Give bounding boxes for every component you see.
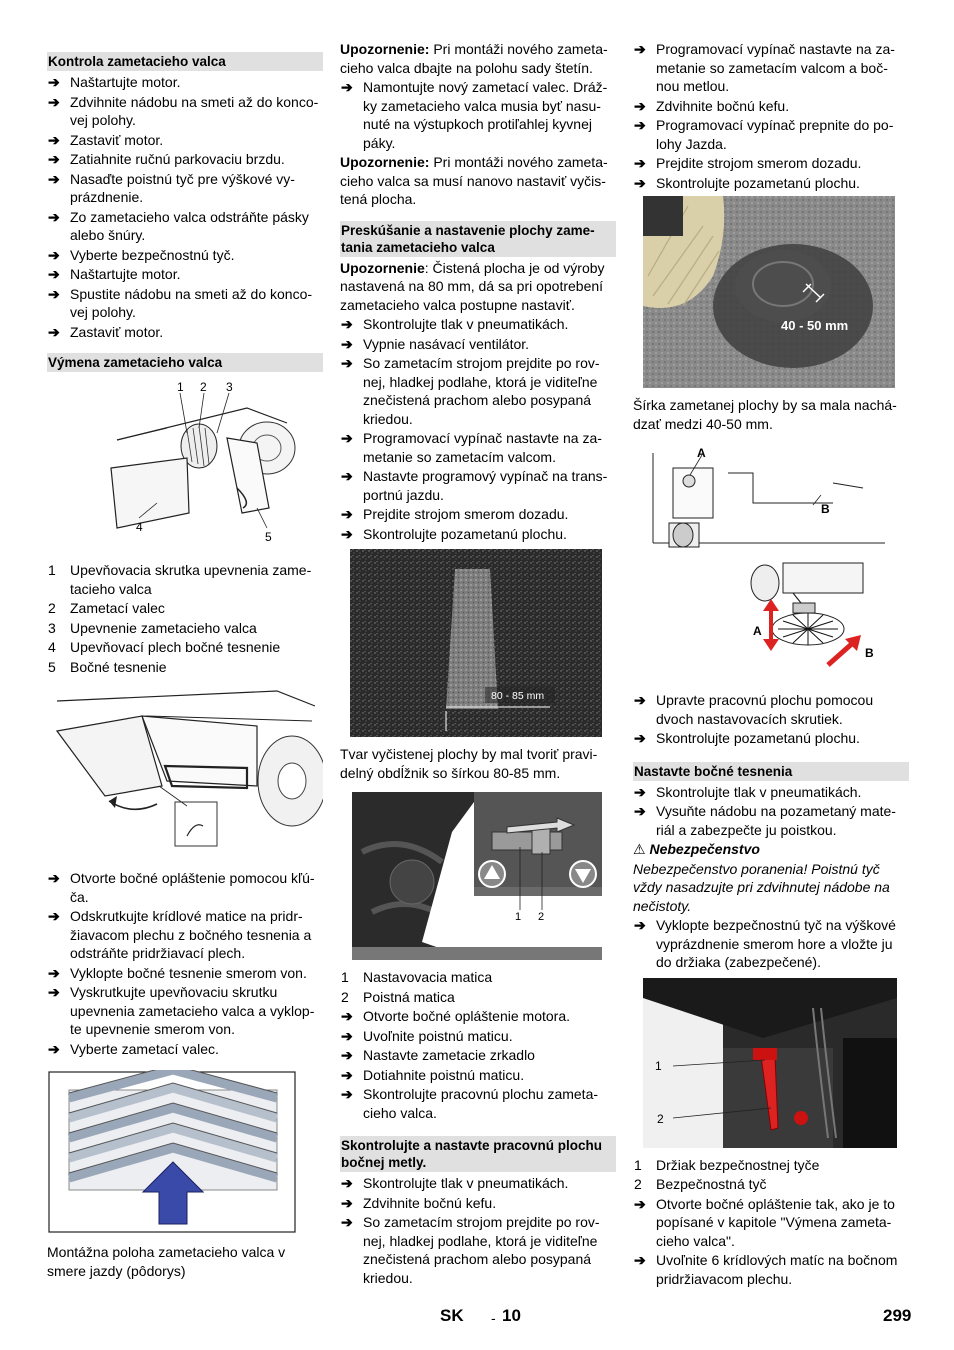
figure-side-seal-open <box>47 686 323 861</box>
arrow-right-icon: ➔ <box>48 1040 60 1057</box>
arrow-right-icon: ➔ <box>341 316 353 332</box>
step-item: ➔ Skontrolujte tlak v pneumatikách. <box>341 1175 569 1191</box>
arrow-right-icon: ➔ <box>48 323 60 340</box>
step-item: ➔ Zastaviť motor. <box>48 323 164 340</box>
step-item: ➔ Naštartujte motor. <box>48 74 181 90</box>
arrow-right-icon: ➔ <box>48 93 60 110</box>
arrow-right-icon: ➔ <box>341 1066 353 1083</box>
step-item: ➔ Skontrolujte tlak v pneumatikách. <box>634 783 862 800</box>
steps-tesnenia <box>633 783 909 840</box>
step-item: ➔ Namontujte nový zametací valec. Dráž-ky zametacieho valca musia byť nasu-nuté na výstupkoch protiľahlej kyvnej páky. <box>341 79 608 151</box>
figure-caption: Montážna poloha zametacieho valca v smere jazdy (pôdorys) <box>47 1244 286 1279</box>
note-3: Upozornenie: Čistená plocha je od výroby nastavená na 80 mm, dá sa pri opotrebení zametacieho valca postupne nastaviť. <box>340 259 605 313</box>
arrow-right-icon: ➔ <box>634 174 646 191</box>
step-item: ➔ Vypnie nasávací ventilátor. <box>341 335 530 352</box>
photo-sweep-pattern <box>350 549 616 737</box>
heading-plocha: Preskúšanie a nastavenie plochy zame-tania zametacieho valca <box>340 221 616 257</box>
note-2: Upozornenie: Pri montáži nového zameta-cieho valca sa musí nanovo nastaviť vyčis-tená plocha. <box>340 154 608 207</box>
step-item: ➔ Otvorte bočné opláštenie pomocou kľú-ča. <box>48 870 315 905</box>
arrow-right-icon: ➔ <box>341 1027 353 1044</box>
arrow-right-icon: ➔ <box>48 984 60 1000</box>
step-item: ➔ Skontrolujte pozametanú plochu. <box>634 174 860 191</box>
footer-page-total: 299 <box>883 1306 912 1325</box>
arrow-right-icon: ➔ <box>48 285 60 302</box>
arrow-right-icon: ➔ <box>341 468 353 484</box>
step-item: ➔ Zdvihnite nádobu na smeti až do konco-vej polohy. <box>48 93 319 128</box>
arrow-right-icon: ➔ <box>634 117 646 133</box>
step-item: ➔ Prejdite strojom smerom dozadu. <box>634 155 862 171</box>
legend-item: 2 Poistná matica <box>341 988 455 1005</box>
step-item: ➔ Vyberte zametací valec. <box>48 1040 219 1057</box>
arrow-right-icon: ➔ <box>341 506 353 522</box>
heading-kontrola: Kontrola zametacieho valca <box>47 52 323 71</box>
step-item: ➔ Vyklopte bočné tesnenie smerom von. <box>48 964 307 981</box>
fig-label-A-top: A <box>697 446 706 460</box>
legend-item: 4 Upevňovací plech bočné tesnenie <box>48 639 281 655</box>
step-item: ➔ Vysuňte nádobu na pozametaný mate-riál a zabezpečte ju poistkou. <box>634 803 896 838</box>
legend-item: 2 Zametací valec <box>48 600 165 616</box>
step-item: ➔ Zatiahnite ručnú parkovaciu brzdu. <box>48 151 285 167</box>
arrow-right-icon: ➔ <box>634 1252 646 1268</box>
heading-vymena: Výmena zametacieho valca <box>47 353 323 372</box>
arrow-right-icon: ➔ <box>48 908 60 924</box>
legend-item: 1 Držiak bezpečnostnej tyče <box>634 1156 820 1173</box>
step-item: ➔ Skontrolujte pracovnú plochu zameta-cieho valca. <box>341 1086 599 1121</box>
note-1: Upozornenie: Pri montáži nového zameta-cieho valca dbajte na polohu sady štetín. <box>340 41 608 76</box>
step-item: ➔ Spustite nádobu na smeti až do konco-vej polohy. <box>48 285 313 320</box>
arrow-right-icon: ➔ <box>48 131 60 148</box>
footer-lang: SK <box>440 1306 464 1325</box>
step-item: ➔ Otvorte bočné opláštenie motora. <box>341 1008 571 1024</box>
arrow-right-icon: ➔ <box>48 246 60 263</box>
photo2-label-1: 1 <box>515 911 522 923</box>
photo-adjust-nut <box>352 792 616 960</box>
photo4-label-2: 2 <box>657 1111 664 1126</box>
arrow-right-icon: ➔ <box>341 1008 353 1024</box>
photo-side-brush-pattern <box>643 196 909 388</box>
step-item: ➔ Nastavte zametacie zrkadlo <box>341 1047 535 1063</box>
steps-install <box>340 78 616 152</box>
arrow-right-icon: ➔ <box>48 74 60 90</box>
arrow-right-icon: ➔ <box>341 79 353 95</box>
column-3 <box>633 40 909 1289</box>
footer-page-local: 10 <box>502 1306 521 1325</box>
steps-zrkadlo <box>340 1007 616 1122</box>
arrow-right-icon: ➔ <box>341 430 353 446</box>
legend-fig1 <box>47 561 323 676</box>
legend-item: 3 Upevnenie zametacieho valca <box>48 619 257 636</box>
heading-bocne-tesnenia: Nastavte bočné tesnenia <box>633 762 909 781</box>
arrow-right-icon: ➔ <box>341 1086 353 1102</box>
arrow-right-icon: ➔ <box>634 803 646 819</box>
legend-item: 1 Nastavovacia matica <box>341 969 493 985</box>
photo1-width-label: 80 - 85 mm <box>491 690 545 702</box>
fig-label-B-top: B <box>821 502 830 516</box>
warning-triangle-icon: ⚠ <box>633 841 646 857</box>
arrow-right-icon: ➔ <box>634 730 646 746</box>
figure-brush-roller-exploded <box>47 378 323 553</box>
step-item: ➔ Dotiahnite poistnú maticu. <box>341 1066 525 1083</box>
fig-label-B-bottom: B <box>865 646 874 660</box>
arrow-right-icon: ➔ <box>341 525 353 542</box>
step-item: ➔ Programovací vypínač prepnite do po-lohy Jazda. <box>634 117 894 152</box>
arrow-right-icon: ➔ <box>341 1175 353 1191</box>
steps-kontrola <box>47 73 323 341</box>
fig1-label-4: 4 <box>136 520 143 534</box>
step-item: ➔ Zdvihnite bočnú kefu. <box>341 1194 497 1211</box>
arrow-right-icon: ➔ <box>48 266 60 282</box>
heading-bocna-metla: Skontrolujte a nastavte pracovnú plochu bočnej metly. <box>340 1136 616 1172</box>
step-item: ➔ Skontrolujte tlak v pneumatikách. <box>341 316 569 332</box>
arrow-right-icon: ➔ <box>634 97 646 114</box>
arrow-right-icon: ➔ <box>341 335 353 352</box>
step-item: ➔ Zdvihnite bočnú kefu. <box>634 97 790 114</box>
step-item: ➔ Vyberte bezpečnostnú tyč. <box>48 246 235 263</box>
arrow-right-icon: ➔ <box>48 170 60 187</box>
arrow-right-icon: ➔ <box>48 151 60 167</box>
step-item: ➔ Programovací vypínač nastavte na za-metanie so zametacím valcom a boč-nou metlou. <box>634 41 895 94</box>
steps-vymena <box>47 869 323 1058</box>
steps-adjust <box>633 691 909 748</box>
step-item: ➔ Programovací vypínač nastavte na za-metanie so zametacím valcom. <box>341 430 602 465</box>
arrow-right-icon: ➔ <box>48 964 60 981</box>
step-item: ➔ Odskrutkujte krídlové matice na pridr-žiavacom plechu z bočného tesnenia a odstráňte pridržiavací plech. <box>48 908 312 961</box>
steps-plocha <box>340 315 616 543</box>
photo3-width-label: 40 - 50 mm <box>781 318 849 333</box>
arrow-right-icon: ➔ <box>341 1194 353 1211</box>
photo2-label-2: 2 <box>538 911 545 923</box>
step-item: ➔ So zametacím strojom prejdite po rov-nej, hladkej podlahe, ktorá je viditeľne znečistená prachom alebo posypaná kriedou. <box>341 1214 600 1286</box>
figure-side-brush-adjust <box>633 443 909 683</box>
step-item: ➔ So zametacím strojom prejdite po rov-nej, hladkej podlahe, ktorá je viditeľne znečistená prachom alebo posypaná kriedou. <box>341 355 600 427</box>
arrow-right-icon: ➔ <box>634 783 646 800</box>
step-item: ➔ Zastaviť motor. <box>48 131 164 148</box>
legend-item: 5 Bočné tesnenie <box>48 658 167 675</box>
arrow-right-icon: ➔ <box>634 917 646 933</box>
step-item: ➔ Naštartujte motor. <box>48 266 181 282</box>
step-item: ➔ Otvorte bočné opláštenie tak, ako je to popísané v kapitole "Výmena zameta-cieho valca". <box>634 1195 895 1249</box>
column-1 <box>47 40 323 1286</box>
danger-text: Nebezpečenstvo poranenia! Poistnú tyč vždy nasadzujte pri zdvihnutej nádobe na nečistoty. <box>633 860 890 914</box>
danger-title: ⚠ Nebezpečenstvo <box>633 841 760 857</box>
photo4-label-1: 1 <box>655 1058 662 1073</box>
step-item: ➔ Zo zametacieho valca odstráňte pásky alebo šnúry. <box>48 208 309 243</box>
fig1-label-5: 5 <box>265 530 272 544</box>
steps-safety-bar <box>633 916 909 972</box>
steps-bocna-metla <box>340 1174 616 1287</box>
photo-safety-bar <box>643 978 909 1148</box>
arrow-right-icon: ➔ <box>341 355 353 371</box>
arrow-right-icon: ➔ <box>634 155 646 171</box>
arrow-right-icon: ➔ <box>48 208 60 225</box>
fig-label-A-bottom: A <box>753 624 762 638</box>
steps-side-brush <box>633 40 909 192</box>
footer-sep: - <box>491 1310 496 1326</box>
legend-photo2 <box>340 968 616 1006</box>
fig1-label-2: 2 <box>200 380 207 394</box>
fig1-label-1: 1 <box>177 380 184 394</box>
fig1-label-3: 3 <box>226 380 233 394</box>
step-item: ➔ Uvoľnite poistnú maticu. <box>341 1027 513 1044</box>
step-item: ➔ Nasaďte poistnú tyč pre výškové vy-prázdnenie. <box>48 170 295 205</box>
arrow-right-icon: ➔ <box>341 1214 353 1230</box>
step-item: ➔ Skontrolujte pozametanú plochu. <box>341 525 567 542</box>
legend-photo4 <box>633 1156 909 1194</box>
arrow-right-icon: ➔ <box>634 1195 646 1212</box>
arrow-right-icon: ➔ <box>634 41 646 57</box>
step-item: ➔ Vyklopte bezpečnostnú tyč na výškové vyprázdnenie smerom hore a vložte ju do držiaka (zabezpečené). <box>634 917 896 970</box>
step-item: ➔ Uvoľnite 6 krídlových matíc na bočnom pridržiavacom plechu. <box>634 1252 898 1287</box>
para-width: Šírka zametanej plochy by sa mala nachá-dzať medzi 40-50 mm. <box>633 397 897 432</box>
step-item: ➔ Nastavte programový vypínač na trans-portnú jazdu. <box>341 468 608 503</box>
step-item: ➔ Skontrolujte pozametanú plochu. <box>634 730 860 746</box>
para-rectangle: Tvar vyčistenej plochy by mal tvoriť pravi-delný obdĺžnik so šírkou 80-85 mm. <box>340 746 598 781</box>
column-2 <box>340 40 616 1288</box>
arrow-right-icon: ➔ <box>48 870 60 886</box>
step-item: ➔ Vyskrutkujte upevňovaciu skrutku upevnenia zametacieho valca a vyklop-te upevnenie smerom von. <box>48 984 315 1037</box>
legend-item: 1 Upevňovacia skrutka upevnenia zame-tacieho valca <box>48 562 312 597</box>
figure-roller-orientation <box>47 1070 323 1235</box>
step-item: ➔ Upravte pracovnú plochu pomocou dvoch nastavovacích skrutiek. <box>634 692 874 727</box>
arrow-right-icon: ➔ <box>341 1047 353 1063</box>
step-item: ➔ Prejdite strojom smerom dozadu. <box>341 506 569 522</box>
arrow-right-icon: ➔ <box>634 692 646 708</box>
legend-item: 2 Bezpečnostná tyč <box>634 1176 767 1192</box>
steps-final <box>633 1195 909 1289</box>
